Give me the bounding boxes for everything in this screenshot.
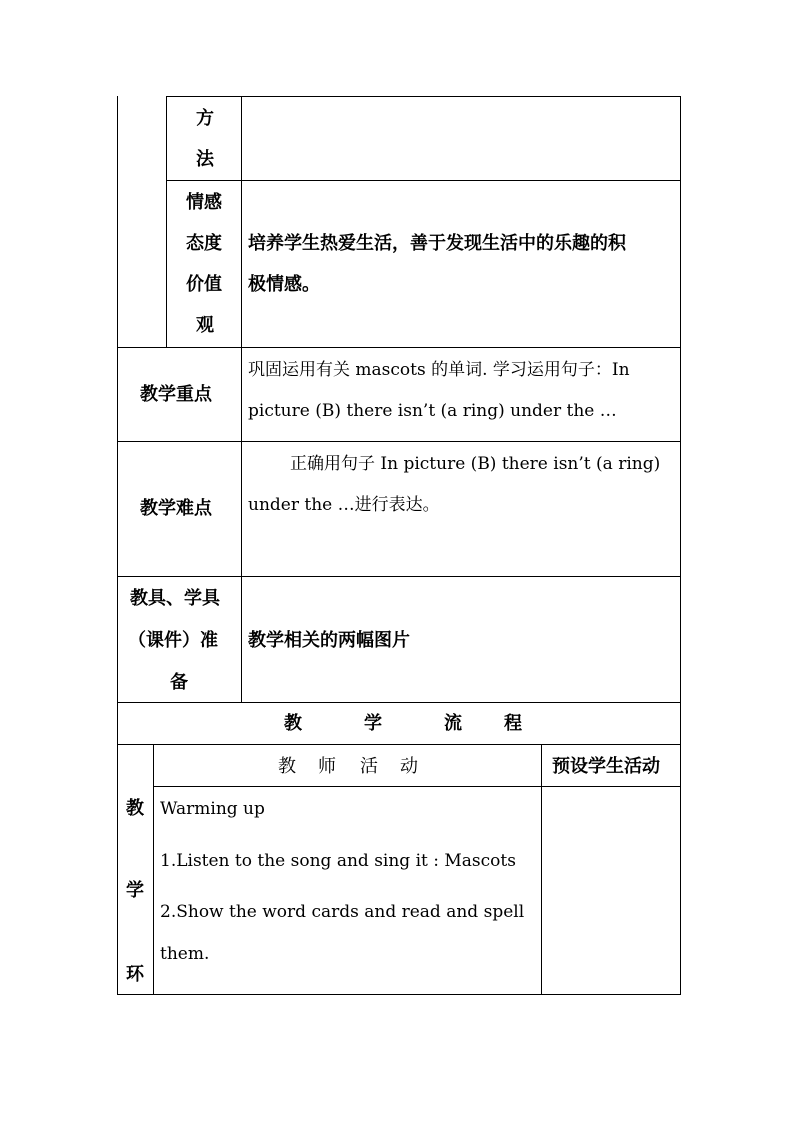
col-divider	[153, 744, 154, 994]
difficult-label: 教学难点	[140, 498, 212, 519]
teacher-line-1: Warming up	[160, 799, 265, 819]
col-divider	[166, 96, 167, 347]
row-divider	[153, 786, 681, 787]
emotion-label-4: 观	[196, 315, 214, 336]
emotion-label-2: 态度	[186, 233, 222, 254]
difficult-text-2: under the …进行表达。	[248, 495, 440, 515]
col-divider	[541, 744, 542, 994]
tools-label-3: 备	[170, 672, 188, 693]
row-divider	[166, 180, 681, 181]
process-header-1: 教	[284, 713, 302, 734]
emotion-text-2: 极情感。	[248, 274, 320, 295]
teacher-header-2: 师	[318, 756, 336, 777]
key-label: 教学重点	[140, 384, 212, 405]
row-divider	[117, 441, 681, 442]
table-left-border	[117, 96, 118, 994]
teacher-line-4: them.	[160, 944, 210, 964]
teacher-header-3: 活	[360, 756, 378, 777]
teacher-header-1: 教	[278, 756, 296, 777]
process-header-4: 程	[504, 713, 522, 734]
tools-text: 教学相关的两幅图片	[248, 630, 410, 651]
emotion-label-1: 情感	[186, 192, 222, 213]
table-right-border	[680, 96, 681, 994]
table-top-border	[166, 96, 681, 97]
emotion-text-1: 培养学生热爱生活，善于发现生活中的乐趣的积	[248, 233, 626, 254]
side-label-3: 环	[126, 964, 144, 985]
student-header: 预设学生活动	[552, 756, 660, 777]
row-divider	[117, 744, 681, 745]
tools-label-1: 教具、学具	[130, 588, 220, 609]
tools-label-2: （课件）准	[128, 630, 218, 651]
teacher-line-2: 1.Listen to the song and sing it : Mascots	[160, 851, 516, 871]
row-divider	[117, 576, 681, 577]
col-divider	[241, 96, 242, 702]
row-divider	[117, 702, 681, 703]
method-label-2: 法	[196, 149, 214, 170]
side-label-2: 学	[126, 880, 144, 901]
side-label-1: 教	[126, 798, 144, 819]
method-label-1: 方	[196, 108, 214, 129]
process-header-2: 学	[364, 713, 382, 734]
row-divider	[117, 347, 681, 348]
key-text-2: picture (B) there isn’t (a ring) under the …	[248, 401, 617, 421]
key-text-1: 巩固运用有关 mascots 的单词. 学习运用句子：In	[248, 360, 630, 380]
difficult-text-1: 正确用句子 In picture (B) there isn’t (a ring)	[290, 454, 661, 474]
teacher-header-4: 动	[400, 756, 418, 777]
emotion-label-3: 价值	[186, 274, 222, 295]
process-header-3: 流	[444, 713, 462, 734]
teacher-line-3: 2.Show the word cards and read and spell	[160, 902, 525, 922]
table-bottom-border	[117, 994, 681, 995]
